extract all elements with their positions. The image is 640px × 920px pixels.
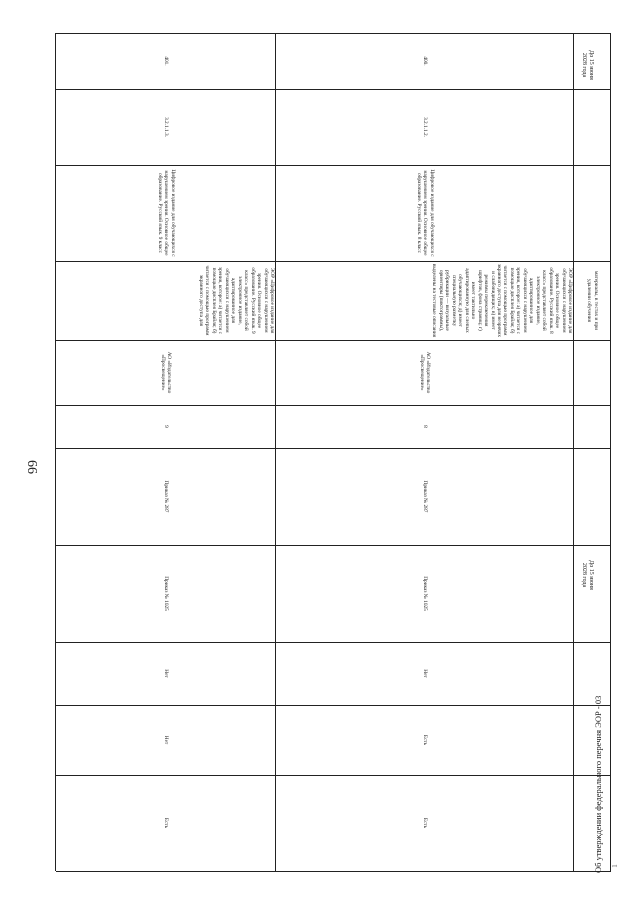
row-400-col-a: Нет <box>422 669 429 678</box>
row-401-col-a: Нет <box>163 669 170 678</box>
row-400-order-287: Приказ № 287 <box>422 480 429 513</box>
row-401-col-c: Есть <box>163 817 170 829</box>
eor-table <box>56 33 611 871</box>
table-border-top <box>610 33 611 871</box>
row-401-order-1025: Приказ № 1025 <box>163 576 170 611</box>
row-401-title: Цифровое издание для обучающихся с нарушением зрения. Основное общее образование. Русский язык. 9 класс <box>156 169 176 257</box>
row-400-order-1025: Приказ № 1025 <box>422 576 429 611</box>
row-400-code: 3.2.1.1.2. <box>422 117 429 137</box>
row-400-deadline-display: До 15 июня 2028 года <box>581 50 595 80</box>
page-number: 66 <box>24 460 39 474</box>
document-footer: Об утверждении федерального перечня ЭОР - 03 <box>593 695 603 873</box>
document-page <box>56 33 611 871</box>
row-401-grade: 9 <box>163 425 170 428</box>
row-400-publisher: АО «Издательство «Просвещение» <box>419 351 432 394</box>
row-401-number: 401. <box>163 56 170 66</box>
row-401-order-287: Приказ № 287 <box>163 480 170 513</box>
column-rule <box>56 871 611 872</box>
footer-mark: 1 <box>611 864 619 868</box>
row-400-grade: 8 <box>422 425 429 428</box>
row-401-code: 3.2.1.1.3. <box>163 117 170 137</box>
row-400-col-b: Есть <box>422 734 429 746</box>
row-400-description: ЭОР «Цифровое издание для обучающихся с нарушением зрения. Основное общее образование. Русский язык. 8 класс» представляет собой электронное издание, адаптированное для обучающихся с нарушением зрения, которое: а) читается с помощью дисплея Брайля; б) читается с помощью программ экранного доступа для незрячих и слабовидящих; в) имеет режимы переключения шрифтов, фона страниц; г) имеет тактильно адаптированную для слепых обучающихся; д) имеет специальную разметку рубрикации — визуальные ориентиры (пиктограммы), выделены на тестовые описания <box>431 263 573 338</box>
row-401-description: ЭОР «Цифровое издание для обучающихся с нарушением зрения. Основное общее образование. Русский язык. 9 класс» представляет собой электронное издание, адаптированное для обучающихся с нарушением зрения, которое: а) читается с помощью дисплея Брайля; б) читается с помощью программ экранного доступа для <box>198 265 275 336</box>
row-400-title: Цифровое издание для обучающихся с нарушением зрения. Основное общее образование. Русский язык. 8 класс <box>415 169 435 257</box>
continuation-text: материалы, в тестах и при удалении обучения <box>586 270 599 331</box>
row-400-col-c: Есть <box>422 817 429 829</box>
row-401-publisher: АО «Издательство «Просвещение» <box>160 351 173 394</box>
row-401-col-b: Нет <box>163 735 170 745</box>
row-401-deadline-display: До 15 июня 2028 года <box>581 560 595 590</box>
row-400-number: 400. <box>422 56 429 66</box>
